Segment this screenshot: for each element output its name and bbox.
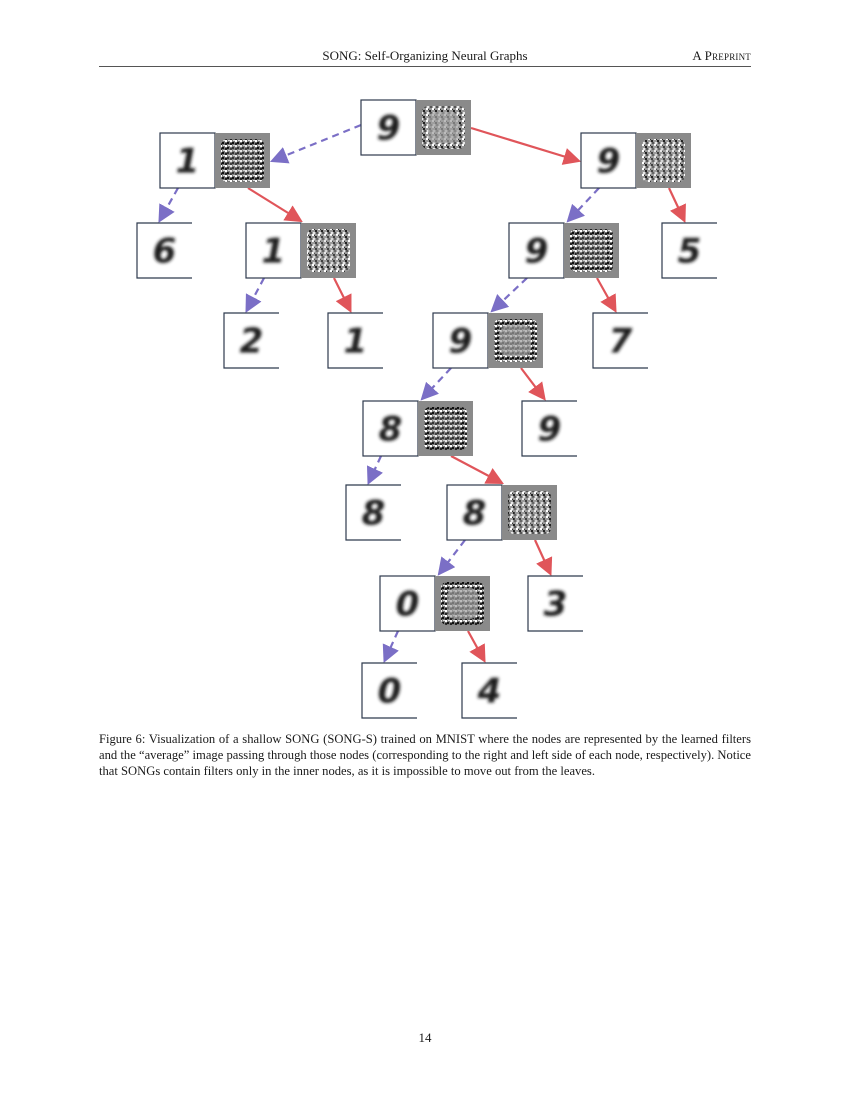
- average-digit-image: 7: [608, 321, 633, 362]
- inner-node: [509, 223, 619, 278]
- right-branch-arrow: [468, 631, 485, 661]
- inner-node: [246, 223, 356, 278]
- inner-node: [433, 313, 543, 368]
- left-branch-arrow: [160, 188, 179, 221]
- right-branch-arrow: [471, 128, 579, 161]
- left-branch-arrow: [385, 631, 399, 661]
- right-branch-arrow: [334, 278, 351, 311]
- average-digit-image: 5: [677, 231, 702, 272]
- right-branch-arrow: [451, 456, 502, 483]
- right-branch-arrow: [521, 368, 545, 399]
- inner-node: [447, 485, 557, 540]
- inner-node: [363, 401, 473, 456]
- leaf-node: [224, 313, 279, 368]
- average-digit-image: 9: [596, 141, 621, 182]
- inner-node: [581, 133, 691, 188]
- average-digit-image: 9: [376, 108, 401, 149]
- average-digit-image: 8: [462, 493, 487, 534]
- average-digit-image: 8: [361, 493, 386, 534]
- figure-caption: Figure 6: Visualization of a shallow SONG (SONG-S) trained on MNIST where the nodes are represented by the learned filters and the “average” image passing through those nodes (corresponding to the right and left side of each node, respectively). Notice that SONGs contain filters only in the inner nodes, as it is impossible to move out from the leaves.: [99, 732, 751, 778]
- inner-node: [361, 100, 471, 155]
- average-digit-image: 2: [239, 321, 264, 362]
- leaf-node: [528, 576, 583, 631]
- average-digit-image: 1: [343, 321, 368, 362]
- average-digit-image: 9: [448, 321, 473, 362]
- average-digit-image: 6: [152, 231, 177, 272]
- average-digit-image: 1: [261, 231, 286, 272]
- inner-node: [160, 133, 270, 188]
- right-branch-arrow: [597, 278, 616, 311]
- left-branch-arrow: [369, 456, 382, 483]
- left-branch-arrow: [247, 278, 265, 311]
- leaf-node: [662, 223, 717, 278]
- average-digit-image: 0: [377, 671, 402, 712]
- right-branch-arrow: [248, 188, 301, 221]
- preprint-tag: A Preprint: [692, 48, 751, 63]
- right-branch-arrow: [535, 540, 551, 574]
- leaf-node: [362, 663, 417, 718]
- left-branch-arrow: [272, 125, 361, 161]
- left-branch-arrow: [439, 540, 465, 574]
- average-digit-image: 1: [175, 141, 200, 182]
- leaf-node: [328, 313, 383, 368]
- right-branch-arrow: [669, 188, 685, 221]
- average-digit-image: 3: [543, 584, 568, 625]
- leaf-node: [462, 663, 517, 718]
- left-branch-arrow: [422, 368, 451, 399]
- leaf-node: [137, 223, 192, 278]
- average-digit-image: 9: [537, 409, 562, 450]
- average-digit-image: 0: [395, 584, 420, 625]
- left-branch-arrow: [568, 188, 599, 221]
- leaf-node: [522, 401, 577, 456]
- average-digit-image: 9: [524, 231, 549, 272]
- tree-nodes: [137, 100, 717, 718]
- left-branch-arrow: [492, 278, 527, 311]
- inner-node: [380, 576, 490, 631]
- leaf-node: [593, 313, 648, 368]
- average-digit-image: 4: [477, 671, 502, 712]
- leaf-node: [346, 485, 401, 540]
- page-number: 14: [418, 1030, 432, 1045]
- average-digit-image: 8: [378, 409, 403, 450]
- running-title: SONG: Self-Organizing Neural Graphs: [322, 48, 528, 63]
